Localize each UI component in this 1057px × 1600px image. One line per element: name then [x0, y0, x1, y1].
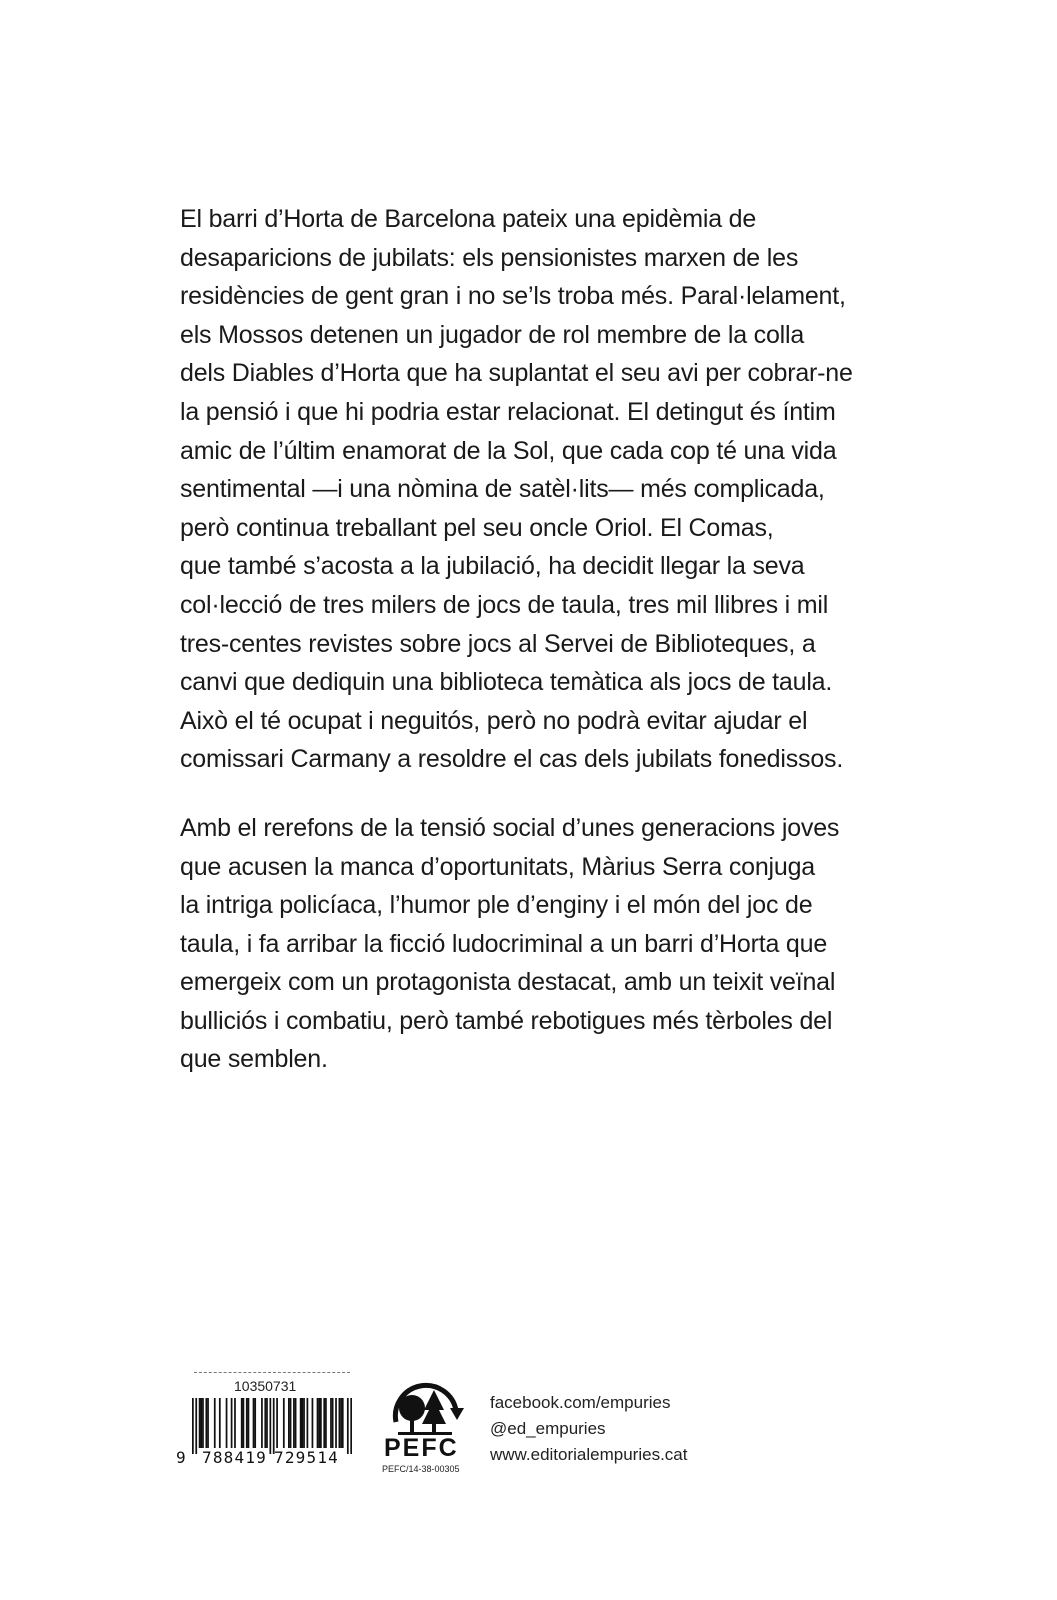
text-line: però continua treballant pel seu oncle Oriol. El Comas,: [180, 513, 774, 542]
barcode-bar: [290, 1398, 292, 1448]
text-line: desaparicions de jubilats: els pensionistes marxen de les: [180, 243, 799, 272]
barcode-bar: [320, 1398, 322, 1448]
barcode-bar: [293, 1398, 295, 1448]
barcode-bar: [231, 1398, 233, 1448]
barcode-bar: [207, 1398, 209, 1448]
text-line: Amb el rerefons de la tensió social d’unes generacions joves: [180, 813, 840, 842]
barcode-bar: [261, 1398, 263, 1448]
description-paragraph-1: [180, 200, 900, 779]
barcode-bar: [301, 1398, 303, 1448]
pefc-certification: [378, 1378, 474, 1478]
barcode-bar: [303, 1398, 305, 1448]
barcode-bar: [226, 1398, 228, 1448]
barcode-bar: [219, 1398, 221, 1448]
barcode-bar: [350, 1398, 352, 1454]
barcode-bar: [192, 1398, 194, 1454]
barcode-bar: [200, 1398, 202, 1448]
barcode-bar: [205, 1398, 207, 1448]
text-line: que acusen la manca d’oportunitats, Màrius Serra conjuga: [180, 852, 816, 881]
barcode-bar: [307, 1398, 309, 1448]
facebook-link[interactable]: facebook.com/empuries: [490, 1393, 671, 1412]
text-line: bulliciós i combatiu, però també rebotigues més tèrboles del: [180, 1006, 833, 1035]
isbn-barcode: [176, 1372, 354, 1480]
text-line: sentimental —i una nòmina de satèl·lits— més complicada,: [180, 475, 825, 504]
barcode-bar: [243, 1398, 245, 1448]
barcode-bar: [269, 1398, 271, 1454]
barcode-bar: [318, 1398, 320, 1448]
text-line: residències de gent gran i no se’ls troba més. Paral·lelament,: [180, 282, 846, 311]
barcode-bar: [199, 1398, 201, 1448]
text-line: la intriga policíaca, l’humor ple d’enginy i el món del joc de: [180, 891, 813, 920]
barcode-bar: [335, 1398, 337, 1448]
pefc-logo-text: PEFC: [384, 1434, 459, 1462]
barcode-bar: [254, 1398, 256, 1448]
publisher-contacts: [490, 1390, 790, 1468]
barcode-bar: [273, 1398, 275, 1454]
barcode-bar: [340, 1398, 342, 1448]
barcode-cut-line: [194, 1372, 350, 1374]
text-line: emergeix com un protagonista destacat, amb un teixit veïnal: [180, 968, 836, 997]
description-paragraph-2: [180, 809, 900, 1079]
text-line: taula, i fa arribar la ficció ludocriminal a un barri d’Horta que: [180, 929, 828, 958]
text-line: amic de l’últim enamorat de la Sol, que cada cop té una vida: [180, 436, 837, 465]
text-line: els Mossos detenen un jugador de rol membre de la colla: [180, 320, 805, 349]
pefc-code: PEFC/14-38-00305: [382, 1464, 460, 1474]
isbn-first-digit: 9: [176, 1448, 186, 1467]
barcode-bar: [264, 1398, 266, 1448]
text-line: que semblen.: [180, 1045, 328, 1074]
isbn-right-group: 729514: [274, 1448, 339, 1467]
barcode-bar: [295, 1398, 297, 1448]
barcode-bar: [342, 1398, 344, 1448]
barcode-bars: [192, 1398, 352, 1454]
barcode-bar: [195, 1398, 197, 1454]
barcode-bar: [266, 1398, 268, 1448]
back-cover-description: [180, 200, 900, 1079]
text-line: que també s’acosta a la jubilació, ha decidit llegar la seva: [180, 552, 805, 581]
barcode-bar: [317, 1398, 319, 1448]
barcode-bar: [246, 1398, 248, 1448]
text-line: comissari Carmany a resoldre el cas dels jubilats fonedissos.: [180, 745, 844, 774]
social-handle[interactable]: @ed_empuries: [490, 1419, 606, 1438]
barcode-bar: [300, 1398, 302, 1448]
barcode-bar: [332, 1398, 334, 1448]
barcode-bar: [323, 1398, 325, 1448]
barcode-bar: [214, 1398, 216, 1448]
text-line: Això el té ocupat i neguitós, però no podrà evitar ajudar el: [180, 706, 808, 735]
text-line: col·lecció de tres milers de jocs de taula, tres mil llibres i mil: [180, 590, 829, 619]
barcode-bar: [283, 1398, 285, 1448]
barcode-bar: [347, 1398, 349, 1454]
isbn-left-group: 788419: [202, 1448, 267, 1467]
text-line: dels Diables d’Horta que ha suplantat el seu avi per cobrar-ne: [180, 359, 853, 388]
barcode-bar: [253, 1398, 255, 1448]
barcode-bar: [288, 1398, 290, 1448]
text-line: El barri d’Horta de Barcelona pateix una epidèmia de: [180, 205, 757, 233]
barcode-bar: [339, 1398, 341, 1448]
barcode-bar: [202, 1398, 204, 1448]
barcode-bar: [241, 1398, 243, 1448]
text-line: la pensió i que hi podria estar relacionat. El detingut és íntim: [180, 397, 836, 426]
text-line: tres-centes revistes sobre jocs al Servei de Biblioteques, a: [180, 629, 816, 658]
barcode-bar: [312, 1398, 314, 1448]
barcode-bar: [276, 1398, 278, 1448]
pefc-trees-icon: [384, 1378, 466, 1440]
barcode-bar: [234, 1398, 236, 1448]
text-line: canvi que dediquin una biblioteca temàtica als jocs de taula.: [180, 668, 833, 697]
barcode-bar: [330, 1398, 332, 1448]
barcode-bar: [248, 1398, 250, 1448]
barcode-bar: [325, 1398, 327, 1448]
website-link[interactable]: www.editorialempuries.cat: [490, 1445, 688, 1464]
internal-code: 10350731: [234, 1378, 297, 1394]
